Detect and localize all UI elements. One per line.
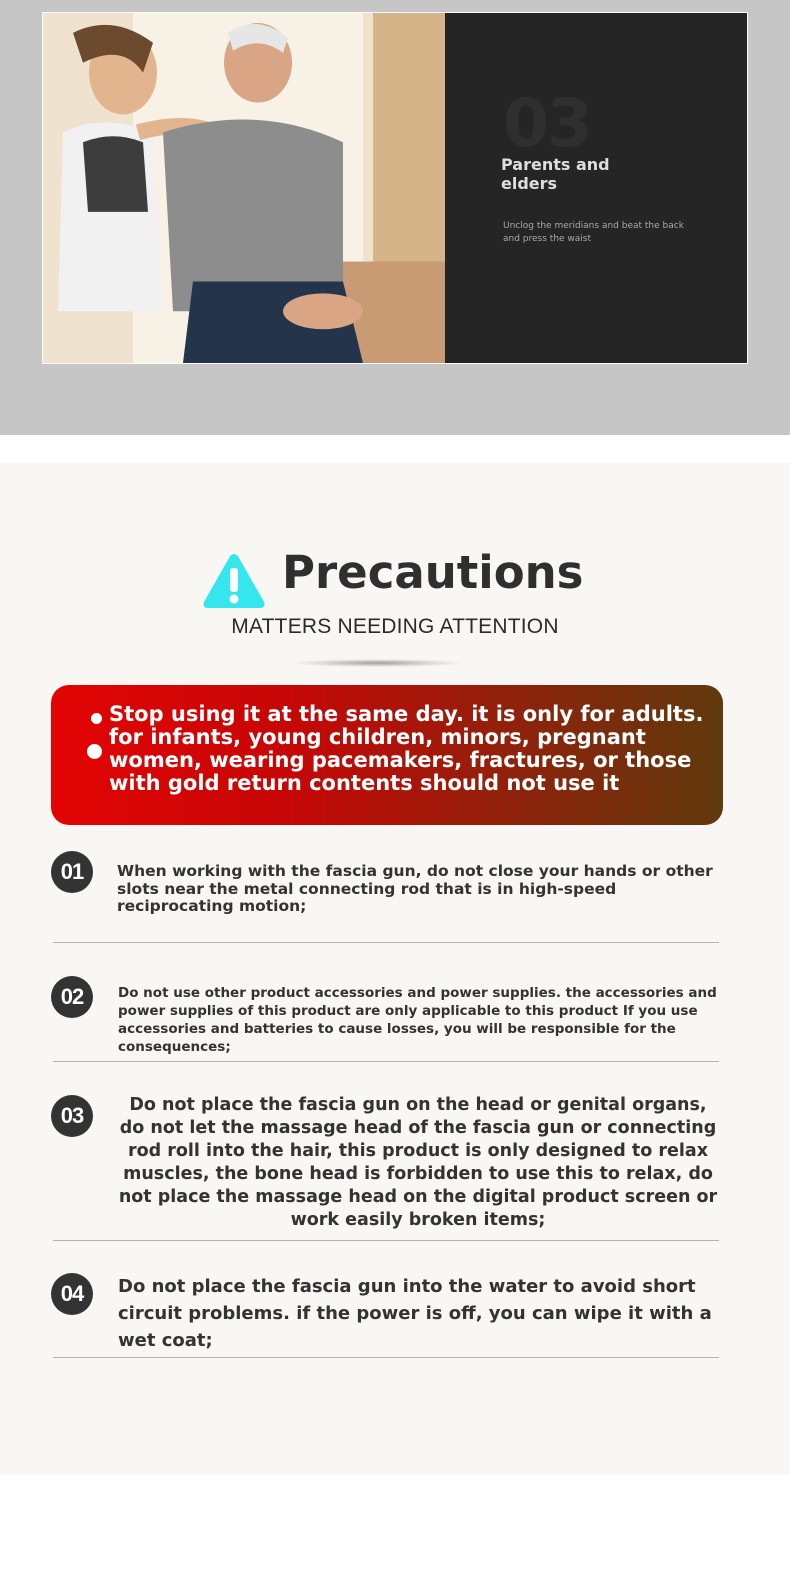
alert-text: Stop using it at the same day. it is only for adults. for infants, young children, minors, pregnant women, wearing pacemakers, fractures, or those with gold return contents should not use it	[109, 702, 704, 795]
item-divider	[53, 942, 719, 943]
bullet-dot	[91, 713, 102, 724]
item-divider	[53, 1357, 719, 1358]
item-text: Do not place the fascia gun on the head or genital organs, do not let the massage head of the fascia gun or connecting rod roll into the hair, this product is only designed to relax muscles, the bone head is forbidden to use this to relax, do not place the massage head on the digital product screen or work easily broken items;	[118, 1095, 718, 1230]
warning-triangle-icon	[202, 552, 266, 610]
item-text: Do not place the fascia gun into the water to avoid short circuit problems. if the power is off, you can wipe it with a wet coat;	[118, 1276, 712, 1351]
scenario-title: Parents and elders	[501, 155, 610, 193]
massage-photo	[43, 13, 445, 363]
precautions-subtitle-text: MATTERS NEEDING ATTENTION	[231, 615, 559, 638]
item-number-badge: 01	[51, 851, 93, 893]
scenario-panel	[445, 13, 747, 363]
adult-only-alert	[51, 685, 723, 825]
precautions-title: Precautions	[282, 546, 584, 599]
title-shadow-divider	[295, 659, 460, 667]
item-divider	[53, 1240, 719, 1241]
scenario-number: 03	[503, 85, 591, 162]
precautions-section	[0, 463, 790, 1475]
item-number-badge: 03	[51, 1095, 93, 1137]
scenario-card	[42, 12, 748, 364]
scenario-description: Unclog the meridians and beat the back and press the waist	[503, 221, 684, 244]
item-text: Do not use other product accessories and power supplies. the accessories and power supplies of this product are only applicable to this product If you use accessories and batteries to cause losses, you will be responsible for the consequences;	[118, 985, 717, 1055]
item-divider	[53, 1061, 719, 1062]
item-number-badge: 02	[51, 976, 93, 1018]
precautions-subtitle	[0, 615, 790, 639]
bullet-dot	[87, 744, 102, 759]
item-text: When working with the fascia gun, do not close your hands or other slots near the metal connecting rod that is in high-speed reciprocating motion;	[117, 862, 713, 915]
item-number-badge: 04	[51, 1273, 93, 1315]
top-banner	[0, 0, 790, 435]
